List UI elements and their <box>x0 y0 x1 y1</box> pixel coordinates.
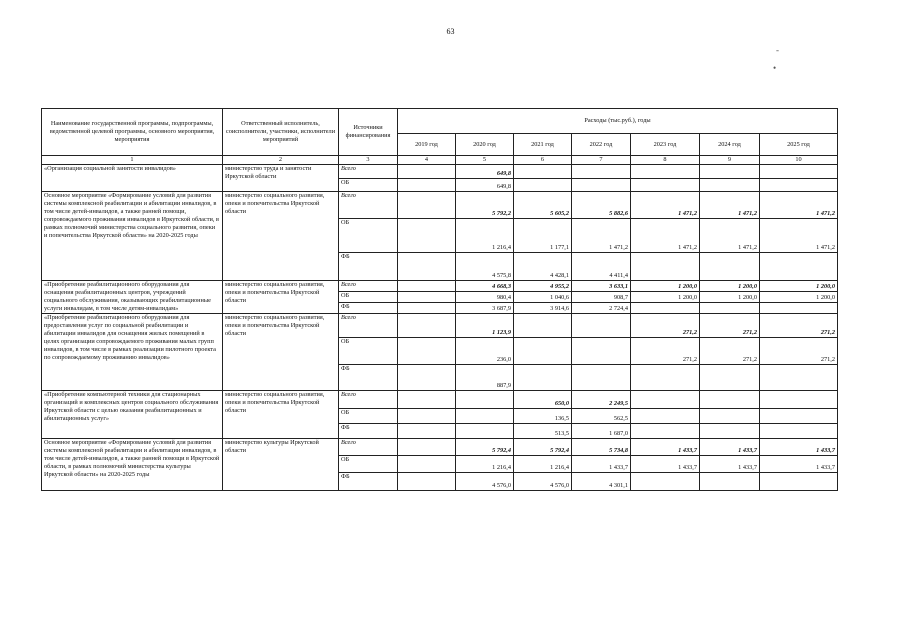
expense-value <box>760 365 838 391</box>
column-number: 4 <box>398 156 456 165</box>
expense-value: 2 249,5 <box>572 391 631 409</box>
expense-value: 649,8 <box>456 165 514 179</box>
funding-source: ОБ <box>339 338 398 365</box>
expense-value <box>398 281 456 292</box>
expense-value <box>700 424 760 439</box>
expense-value: 2 724,4 <box>572 303 631 314</box>
header-executor: Ответственный исполнитель, соисполнители, участники, исполнители мероприятий <box>223 109 339 156</box>
expense-value <box>398 391 456 409</box>
expense-value <box>456 391 514 409</box>
expense-value <box>760 253 838 281</box>
expense-value: 4 576,0 <box>456 473 514 491</box>
expense-value: 1 433,7 <box>700 439 760 456</box>
column-number: 2 <box>223 156 339 165</box>
funding-source: ОБ <box>339 219 398 253</box>
header-year: 2024 год <box>700 134 760 156</box>
funding-source: Всего <box>339 314 398 338</box>
expense-value: 1 200,0 <box>700 281 760 292</box>
expense-value <box>398 473 456 491</box>
table-row <box>42 314 838 338</box>
expense-value: 136,5 <box>514 409 572 424</box>
expense-value: 5 605,2 <box>514 192 572 219</box>
funding-source: ОБ <box>339 456 398 473</box>
expense-value <box>700 365 760 391</box>
expense-value: 5 792,4 <box>514 439 572 456</box>
expense-value <box>398 179 456 192</box>
expense-value <box>398 439 456 456</box>
expense-value <box>700 253 760 281</box>
expense-value <box>514 165 572 179</box>
expense-value: 1 433,7 <box>700 456 760 473</box>
scan-mark: • <box>773 63 777 73</box>
expense-value <box>572 365 631 391</box>
header-year: 2019 год <box>398 134 456 156</box>
expense-value <box>398 456 456 473</box>
expense-value <box>514 365 572 391</box>
scan-mark: - <box>776 45 779 55</box>
expense-value <box>631 165 700 179</box>
expense-value: 1 216,4 <box>514 456 572 473</box>
expense-value: 271,2 <box>760 314 838 338</box>
program-name: «Организация социальной занятости инвалидов» <box>42 165 223 192</box>
expense-value <box>760 179 838 192</box>
header-year: 2022 год <box>572 134 631 156</box>
expense-value <box>398 338 456 365</box>
expense-value: 1 200,0 <box>760 292 838 303</box>
column-number: 8 <box>631 156 700 165</box>
expense-value <box>760 409 838 424</box>
expense-value <box>398 409 456 424</box>
expense-value <box>760 303 838 314</box>
expense-value <box>398 424 456 439</box>
table-row <box>42 439 838 456</box>
page-number: 63 <box>446 27 455 36</box>
expense-value: 649,8 <box>456 179 514 192</box>
table-row <box>42 192 838 219</box>
expense-value <box>514 179 572 192</box>
expense-value <box>514 338 572 365</box>
expense-value <box>572 314 631 338</box>
header-year: 2025 год <box>760 134 838 156</box>
expense-value <box>398 253 456 281</box>
column-number: 1 <box>42 156 223 165</box>
funding-source: ФБ <box>339 303 398 314</box>
expense-value <box>398 165 456 179</box>
program-executor: министерство социального развития, опеки и попечительства Иркутской области <box>223 314 339 391</box>
expense-value: 562,5 <box>572 409 631 424</box>
expense-value: 1 216,4 <box>456 456 514 473</box>
header-source: Источники финансирования <box>339 109 398 156</box>
expense-value: 1 433,7 <box>631 439 700 456</box>
expense-value <box>572 338 631 365</box>
program-name: «Приобретение компьютерной техники для стационарных организаций и комплексных центров социального обслуживания Иркутской области с целью оказания реабилитационных и абилитационных услуг» <box>42 391 223 439</box>
expense-value: 3 633,1 <box>572 281 631 292</box>
funding-source: Всего <box>339 391 398 409</box>
expense-value: 1 471,2 <box>760 219 838 253</box>
program-executor: министерство труда и занятости Иркутской области <box>223 165 339 192</box>
expense-value: 3 914,6 <box>514 303 572 314</box>
expense-value: 1 471,2 <box>631 219 700 253</box>
funding-source: ОБ <box>339 409 398 424</box>
expense-value: 3 687,9 <box>456 303 514 314</box>
expense-value: 4 668,3 <box>456 281 514 292</box>
expense-value <box>760 424 838 439</box>
header-expenses: Расходы (тыс.руб.), годы <box>398 109 838 134</box>
expense-value: 236,0 <box>456 338 514 365</box>
header-year: 2021 год <box>514 134 572 156</box>
expense-value <box>631 473 700 491</box>
expense-value <box>700 303 760 314</box>
expense-value: 1 123,9 <box>456 314 514 338</box>
expense-value: 1 433,7 <box>631 456 700 473</box>
expense-value: 1 433,7 <box>760 439 838 456</box>
funding-source: ОБ <box>339 292 398 303</box>
expense-value <box>700 179 760 192</box>
expense-value <box>631 365 700 391</box>
expense-value: 5 792,4 <box>456 439 514 456</box>
expense-value: 1 200,0 <box>700 292 760 303</box>
expense-value: 1 216,4 <box>456 219 514 253</box>
expense-value: 908,7 <box>572 292 631 303</box>
program-executor: министерство социального развития, опеки и попечительства Иркутской области <box>223 391 339 439</box>
expense-value <box>398 219 456 253</box>
program-name: Основное мероприятие «Формирование условий для развития системы комплексной реабилитации и абилитации инвалидов, в том числе детей-инвалидов, а также ранней помощи, сопровождаемого проживания инвалидов в Иркутской области, в рамках полномочий министерства социального развития, опеки и попечительства Иркутской области» на 2020-2025 годы <box>42 192 223 281</box>
funding-source: ФБ <box>339 473 398 491</box>
program-executor: министерство социального развития, опеки и попечительства Иркутской области <box>223 281 339 314</box>
funding-source: ФБ <box>339 365 398 391</box>
expense-value <box>760 165 838 179</box>
funding-source: Всего <box>339 439 398 456</box>
header-year: 2020 год <box>456 134 514 156</box>
expense-value: 650,0 <box>514 391 572 409</box>
program-name: Основное мероприятие «Формирование условий для развития системы комплексной реабилитации и абилитации инвалидов, в том числе детей-инвалидов, а также ранней помощи в Иркутской области, в рамках полномочий министерства культуры Иркутской области» на 2020-2025 годы <box>42 439 223 491</box>
expense-value: 271,2 <box>631 314 700 338</box>
expense-value <box>631 409 700 424</box>
expense-value <box>760 473 838 491</box>
column-number: 5 <box>456 156 514 165</box>
program-executor: министерство культуры Иркутской области <box>223 439 339 491</box>
expense-value: 1 471,2 <box>700 192 760 219</box>
expense-value: 1 687,0 <box>572 424 631 439</box>
program-name: «Приобретение реабилитационного оборудования для оснащения реабилитационных центров, учреждений социального обслуживания, оказывающих реабилитационные услуги инвалидам, в том числе детям-инвалидам» <box>42 281 223 314</box>
expense-value: 1 471,2 <box>700 219 760 253</box>
expense-value: 4 575,8 <box>456 253 514 281</box>
column-number: 9 <box>700 156 760 165</box>
budget-table <box>41 108 838 491</box>
expense-value: 1 433,7 <box>572 456 631 473</box>
expense-value: 4 301,1 <box>572 473 631 491</box>
expense-value <box>700 473 760 491</box>
expense-value: 1 471,2 <box>572 219 631 253</box>
expense-value: 4 411,4 <box>572 253 631 281</box>
expense-value <box>631 424 700 439</box>
expense-value: 4 576,0 <box>514 473 572 491</box>
funding-source: ОБ <box>339 179 398 192</box>
expense-value <box>760 391 838 409</box>
expense-value: 5 792,2 <box>456 192 514 219</box>
expense-value <box>700 409 760 424</box>
expense-value <box>398 314 456 338</box>
expense-value: 271,2 <box>631 338 700 365</box>
program-executor: министерство социального развития, опеки и попечительства Иркутской области <box>223 192 339 281</box>
expense-value: 980,4 <box>456 292 514 303</box>
expense-value <box>700 165 760 179</box>
funding-source: Всего <box>339 165 398 179</box>
expense-value <box>631 303 700 314</box>
expense-value <box>631 179 700 192</box>
expense-value: 1 200,0 <box>631 292 700 303</box>
funding-source: ФБ <box>339 424 398 439</box>
expense-value <box>572 179 631 192</box>
expense-value <box>514 314 572 338</box>
expense-value <box>398 292 456 303</box>
header-year: 2023 год <box>631 134 700 156</box>
expense-value: 1 200,0 <box>760 281 838 292</box>
column-number: 7 <box>572 156 631 165</box>
expense-value: 4 955,2 <box>514 281 572 292</box>
expense-value <box>456 424 514 439</box>
expense-value: 1 040,6 <box>514 292 572 303</box>
expense-value: 271,2 <box>700 314 760 338</box>
expense-value: 5 882,6 <box>572 192 631 219</box>
expense-value: 1 200,0 <box>631 281 700 292</box>
expense-value <box>398 303 456 314</box>
table-row <box>42 165 838 179</box>
column-number: 6 <box>514 156 572 165</box>
program-name: «Приобретение реабилитационного оборудования для предоставления услуг по социальной реабилитации и абилитации инвалидов для оснащения жилых помещений в целях организации сопровождаемого проживания малых групп инвалидов, в том числе в рамках реализации пилотного проекта по сопровождаемому проживанию инвалидов» <box>42 314 223 391</box>
expense-value <box>700 391 760 409</box>
expense-value <box>456 409 514 424</box>
expense-value: 271,2 <box>700 338 760 365</box>
expense-value <box>572 165 631 179</box>
expense-value <box>398 192 456 219</box>
expense-value: 513,5 <box>514 424 572 439</box>
expense-value: 4 428,1 <box>514 253 572 281</box>
expense-value <box>398 365 456 391</box>
expense-value: 1 471,2 <box>760 192 838 219</box>
expense-value <box>631 253 700 281</box>
expense-value <box>631 391 700 409</box>
column-number: 3 <box>339 156 398 165</box>
expense-value: 271,2 <box>760 338 838 365</box>
expense-value: 887,9 <box>456 365 514 391</box>
funding-source: Всего <box>339 281 398 292</box>
expense-value: 1 177,1 <box>514 219 572 253</box>
header-name: Наименование государственной программы, подпрограммы, ведомственной целевой программы, основного мероприятия, мероприятия <box>42 109 223 156</box>
expense-value: 1 433,7 <box>760 456 838 473</box>
table-row <box>42 281 838 292</box>
table-row <box>42 391 838 409</box>
funding-source: Всего <box>339 192 398 219</box>
column-number: 10 <box>760 156 838 165</box>
expense-value: 1 471,2 <box>631 192 700 219</box>
expense-value: 5 734,8 <box>572 439 631 456</box>
funding-source: ФБ <box>339 253 398 281</box>
